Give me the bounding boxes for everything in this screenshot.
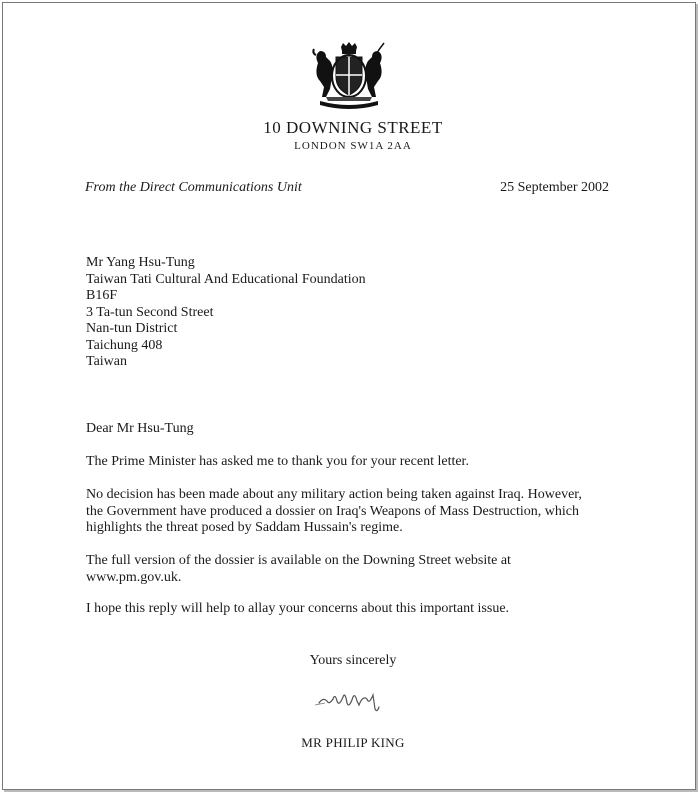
- recipient-organization: Taiwan Tati Cultural And Educational Foundation: [86, 271, 366, 287]
- paragraph-thanks: [86, 454, 626, 471]
- handwritten-signature: [313, 683, 393, 715]
- letter-date: 25 September 2002: [500, 180, 609, 195]
- paragraph-closing-hope: [86, 601, 626, 618]
- recipient-name: Mr Yang Hsu-Tung: [86, 255, 195, 270]
- letterhead-address-postcode: LONDON SW1A 2AA: [294, 140, 412, 152]
- recipient-address: [86, 255, 366, 371]
- website-url: www.pm.gov.uk.: [86, 569, 182, 585]
- paragraph-line: highlights the threat posed by Saddam Hussain's regime.: [86, 520, 403, 535]
- signer-name: MR PHILIP KING: [301, 735, 405, 750]
- paragraph-iraq-dossier: [86, 487, 626, 537]
- recipient-address-line: Taichung 408: [86, 337, 163, 353]
- salutation-text: Dear Mr Hsu-Tung: [86, 421, 194, 436]
- paragraph-line: No decision has been made about any military action being taken against Iraq. However,: [86, 487, 582, 502]
- paragraph-website: [86, 553, 626, 586]
- royal-coat-of-arms-icon: [308, 41, 390, 111]
- valediction: Yours sincerely: [309, 653, 397, 668]
- letterhead-address-title: 10 DOWNING STREET: [263, 118, 443, 137]
- recipient-address-line: 3 Ta-tun Second Street: [86, 304, 214, 320]
- recipient-address-line: Nan-tun District: [86, 321, 178, 336]
- paragraph-text: I hope this reply will help to allay your concerns about this important issue.: [86, 601, 510, 616]
- recipient-address-line: B16F: [86, 288, 118, 303]
- sender-unit: From the Direct Communications Unit: [85, 180, 302, 195]
- salutation: [86, 421, 626, 438]
- letter-page: [2, 2, 696, 790]
- paragraph-text: The Prime Minister has asked me to thank you for your recent letter.: [86, 454, 469, 469]
- paragraph-line: The full version of the dossier is available on the Downing Street website at: [86, 553, 511, 568]
- paragraph-line: the Government have produced a dossier on Iraq's Weapons of Mass Destruction, which: [86, 503, 579, 519]
- recipient-country: Taiwan: [86, 354, 128, 369]
